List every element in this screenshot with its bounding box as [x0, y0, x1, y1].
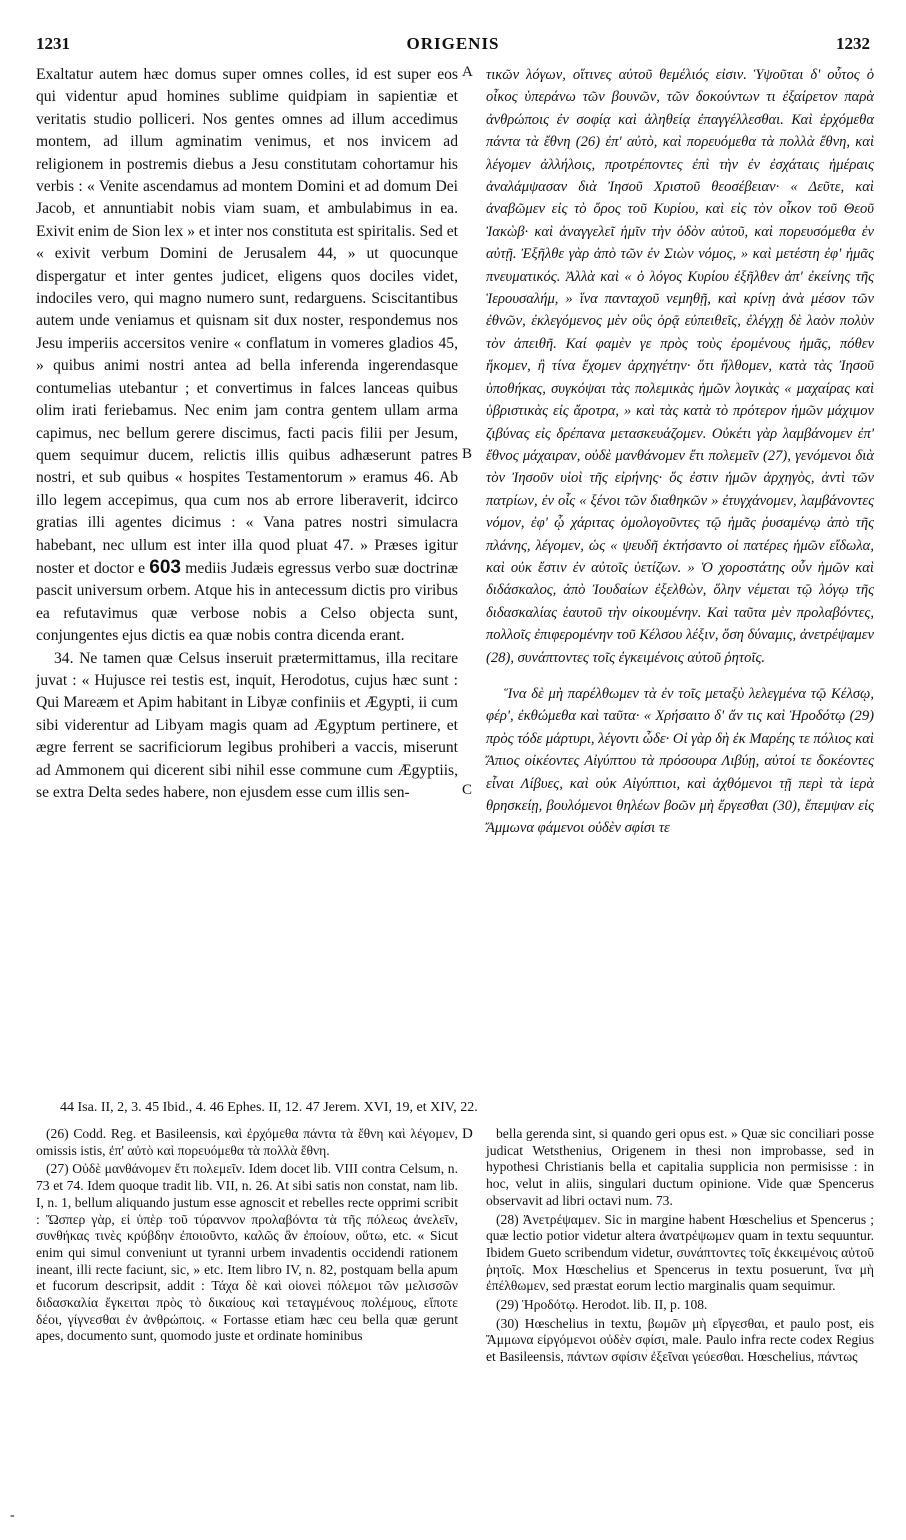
edge-mark: -: [10, 1508, 15, 1523]
margin-letter-c: C: [462, 782, 473, 798]
scripture-references: 44 Isa. II, 2, 3. 45 Ibid., 4. 46 Ephes. II, 12. 47 Jerem. XVI, 19, et XIV, 22.: [60, 1100, 478, 1115]
margin-letter-b: B: [462, 446, 473, 462]
latin-paragraph-1-text: Exaltatur autem hæc domus super omnes colles, id est super eos qui videntur apud homines sublime quidpiam in sapientiæ et veritatis studio polliceri. Nos gentes omnes ad illum accedimus montem, ad illum agminatim venimus, et nos invicem ad religionem in postremis diebus a Jesu constitutam cohortamur his verbis : « Venite ascendamus ad montem Domini et ad domum Dei Jacob, et annuntiabit nobis viam suam, et ambulabimus in ea. Exivit enim de Sion lex » et inter nos constituta est spiritalis. Sed et « exivit verbum Domini de Jerusalem 44, » ut quocunque dispergatur et inter gentes judicet, eligens quos dociles videt, indociles vero, qui magno numero sunt, redarguens. Sciscitantibus autem unde veniamus et quisnam sit dux noster, respondemus nos Jesu imperiis accersitos venire « conflatum in vomeres gladios 45, » quibus animi nostri antea ad bella inferenda ingerendasque contumelias utebantur ; et convertimus in falces lanceas quibus olim irati feriebamus. Nec enim jam contra gentem ullam arma capimus, nec bellum gerere discimus, facti pacis filii per Jesum, quem sequimur ducem, relictis illis quibus adhæserunt patres nostri, et sub quibus « hospites Testamentorum » eramus 46. Ab illo legem accepimus, qua cum nos ab errore liberaverit, idcirco gratias illi agentes dicimus : « Vana patres nostri simulacra habebant, nec ullum est inter illa quod pluat 47. » Præses igitur noster et doctor e: [36, 66, 458, 577]
footnote: (27) Οὐδὲ μανθάνομεν ἔτι πολεμεῖν. Idem docet lib. VIII contra Celsum, n. 73 et 74. Idem quoque tradit lib. VII, n. 26. At sibi satis non constat, nam lib. I, n. 1, bellum aliquando justum esse agnoscit et rebelles recte opprimi scribit : Ὥσπερ γὰρ, εἰ ὑπὲρ τοῦ τύραννον προλαβόντα τὰ τῆς πόλεως ἀνελεῖν, συνθήκας τινὲς κρύβδην ἐποιοῦντο, καλῶς ἂν ἐποίουν, οὕτω, etc. « Sicut enim qui simul conveniunt ut tyranni urbem invadentis occidendi rationem ineant, illi recte faciunt, sic, » etc. Item libro IV, n. 82, postquam bella apum et fucorum descripsit, addit : Τάχα δὲ καὶ οἱονεὶ πόλεμοι τῶν μελισσῶν διδασκαλία ἔγκειται πρὸς τὸ δικαίους καὶ τεταγμένους πολέμους, εἴποτε δέοι, γίγνεσθαι ἐν ἀνθρώποις. « Fortasse etiam hæc ceu bella quæ gerunt apes, documento sunt, quomodo juste et ordinate hominibus: [36, 1161, 458, 1344]
latin-paragraph-1: [36, 64, 458, 648]
page-header: [36, 34, 870, 56]
footnotes-right: [486, 1126, 874, 1368]
greek-paragraph-2: Ἵνα δὲ μὴ παρέλθωμεν τὰ ἐν τοῖς μεταξὺ λελεγμένα τῷ Κέλσῳ, φέρ', ἐκθώμεθα καὶ ταῦτα· « Χρήσαιτο δ' ἄν τις καὶ Ἡροδότῳ (29) πρὸς τόδε μάρτυρι, λέγοντι ὧδε· Οἱ γὰρ δὴ ἐκ Μαρέης τε πόλιος καὶ Ἄπιος οἰκέοντες Αἰγύπτου τὰ πρόσουρα Λιβύῃ, αὐτοί τε δοκέοντες εἶναι Λίβυες, καὶ οὐκ Αἰγύπτιοι, καὶ ἀχθόμενοι τῇ περὶ τὰ ἱερὰ θρησκείῃ, βουλόμενοι θηλέων βοῶν μὴ ἔργεσθαι (30), ἔπεμψαν εἰς Ἄμμωνα φάμενοι οὐδὲν σφίσι τε: [486, 685, 874, 837]
running-title: ORIGENIS: [406, 34, 500, 53]
footnote: (28) Ἀνετρέψαμεν. Sic in margine habent Hœschelius et Spencerus ; quæ lectio potior videtur altera ἀνατρέψωμεν quam in textu sequuntur. Ibidem Gueto scribendum videtur, συνάπτοντες τοῖς ἐκκειμένοις αὐτοῦ ῥητοῖς. Mox Hœschelius et Spencerus in textu posuerunt, ἵνα μὴ ἐπέλθωμεν, sed præstat eorum lectio marginalis quam sequimur.: [486, 1211, 874, 1294]
footnote: (29) Ἡροδότῳ. Herodot. lib. II, p. 108.: [496, 1297, 708, 1313]
latin-paragraph-2: 34. Ne tamen quæ Celsus inseruit prætermittamus, illa recitare juvat : « Hujusce rei testis est, inquit, Herodotus, cujus hæc sunt : Qui Mareæm et Apim habitant in Libyæ confiniis et Ægypti, ii cum sibi viderentur ad Libyam magis quam ad Ægyptum pertinere, et ægre ferrent se sacrificiorum legibus prohiberi a vaccis, miserunt ad Ammonem qui dicerent sibi nihil esse commune cum Ægyptiis, se extra Delta sedes habere, non ejusdem esse cum illis sen-: [36, 649, 458, 801]
latin-paragraph-1-end: mediis Judæis egressus verbo suæ doctrinæ pascit universum orbem. Atque his in antecessum dictis pro viribus ea refutavimus quæ verbose nobis a Celso objecta sunt, conjungentes ejus dictis ea quæ nobis contra dicenda erant.: [36, 559, 458, 645]
margin-letter-a: A: [462, 64, 473, 80]
margin-letter-d: D: [462, 1126, 473, 1142]
footnote: bella gerenda sint, si quando geri opus est. » Quæ sic conciliari posse judicat Wetsthenius, Origenem in thesi non improbasse, sed in hypothesi Christianis bella et capitalia supplicia non permisisse : in hoc, velut in aliis, singulari ductum opinione. Vide quæ Spencerus observavit ad libri octavi num. 73.: [486, 1126, 874, 1208]
footnotes-left: [36, 1126, 458, 1347]
column-number-right: 1232: [836, 34, 870, 53]
footnote: (26) Codd. Reg. et Basileensis, καὶ ἐρχόμεθα πάντα τὰ ἔθνη καὶ λέγομεν, omissis istis, ἐπ' αὐτὸ καὶ πορευόμεθα τὰ πολλὰ ἔθνη.: [36, 1126, 458, 1158]
footnote: (30) Hœschelius in textu, βωμῶν μὴ εἴργεσθαι, et paulo post, eis Ἄμμωνα εἰργόμενοι οὐδὲν σφίσι, male. Paulo infra recte codex Regius et Basileensis, πάντων σφίσιν ἐξεῖναι γεύεσθαι. Hœschelius, πάντως: [486, 1315, 874, 1365]
folio-number: 603: [149, 556, 181, 578]
latin-column: [36, 64, 458, 804]
greek-paragraph-1: τικῶν λόγων, οἵτινες αὐτοῦ θεμέλιός εἰσιν. Ὑψοῦται δ' οὗτος ὁ οἶκος ὑπεράνω τῶν βουνῶν, τῶν δοκούντων τι ἐξαίρετον παρὰ ἀνθρώποις ἐν σοφίᾳ καὶ ἀληθείᾳ ἐπαγγέλλεσθαι. Καὶ ἐρχόμεθα πάντα τὰ ἔθνη (26) ἐπ' αὐτὸ, καὶ πορευόμεθα τὰ πολλὰ ἔθνη, καὶ λέγομεν ἀλλήλοις, προτρέποντες ἐπὶ τὴν ἐν ἐσχάταις ἡμέραις ἀναλάμψασαν διὰ Ἰησοῦ Χριστοῦ θεοσέβειαν· « Δεῦτε, καὶ ἀναβῶμεν εἰς τὸ ὄρος τοῦ Κυρίου, καὶ εἰς τὸν οἶκον τοῦ Θεοῦ Ἰακὼβ· καὶ ἀναγγελεῖ ἡμῖν τὴν ὁδὸν αὐτοῦ, καὶ πορευσόμεθα ἐν αὐτῇ. Ἐξῆλθε γὰρ ἀπὸ τῶν ἐν Σιὼν νόμος, » καὶ μετέστη ἐφ' ἡμᾶς πνευματικός. Ἀλλὰ καὶ « ὁ λόγος Κυρίου ἐξῆλθεν ἀπ' ἐκείνης τῆς Ἱερουσαλήμ, » ἵνα πανταχοῦ νεμηθῇ, καὶ κρίνῃ ἀνὰ μέσον τῶν ἐθνῶν, ἐκλεγόμενος μὲν οὓς ὁρᾷ εὐπειθεῖς, ἐλέγχῃ δὲ λαὸν πολὺν τὸν ἀπειθῆ. Καί φαμὲν γε πρὸς τοὺς ἐρομένους ἡμᾶς, πόθεν ἥκομεν, ἢ τίνα ἔχομεν ἀρχηγέτην· ὅτι ἤλθομεν, κατὰ τὰς Ἰησοῦ ὑποθήκας, συγκόψαι τὰς πολεμικὰς ἡμῶν λογικὰς « μαχαίρας καὶ ὑβριστικὰς εἰς ἄροτρα, » καὶ τὰς κατὰ τὸ πρότερον ἡμῶν μάχιμον ζιβύνας εἰς δρέπανα μετασκευάζομεν. Οὐκέτι γὰρ λαμβάνομεν ἐπ' ἔθνος μάχαιραν, οὐδὲ μανθάνομεν ἔτι πολεμεῖν (27), γενόμενοι διὰ τὸν Ἰησοῦν υἱοὶ τῆς εἰρήνης· ὅς ἐστιν ἡμῶν ἀρχηγὸς, ἀντὶ τῶν πατρίων, ἐν οἷς « ξένοι τῶν διαθηκῶν » ἐτυγχάνομεν, λαμβάνοντες νόμον, ἐφ' ᾧ χάριτας ὁμολογοῦντες τῷ ἡμᾶς ῥυσαμένῳ ἀπὸ τῆς πλάνης, λέγομεν, ὡς « ψευδῆ ἐκτήσαντο οἱ πατέρες ἡμῶν εἴδωλα, καὶ οὐκ ἔστιν ἐν αὐτοῖς ὑετίζων. » Ὁ χοροστάτης οὖν ἡμῶν καὶ διδάσκαλος, ἀπὸ Ἰουδαίων ἐξελθὼν, ὅλην νέμεται τῷ λόγῳ τῆς διδασκαλίας ἑαυτοῦ τὴν οἰκουμένην. Καὶ ταῦτα μὲν προλαβόντες, πολλοῖς ἐπιφερομένην τοῦ Κέλσου λέξιν, ὅση δύναμις, ἀνετρέψαμεν (28), συνάπτοντες τοῖς ἐγκειμένοις αὐτοῦ ῥητοῖς.: [486, 67, 874, 666]
greek-column: [486, 64, 874, 840]
column-number-left: 1231: [36, 34, 70, 53]
